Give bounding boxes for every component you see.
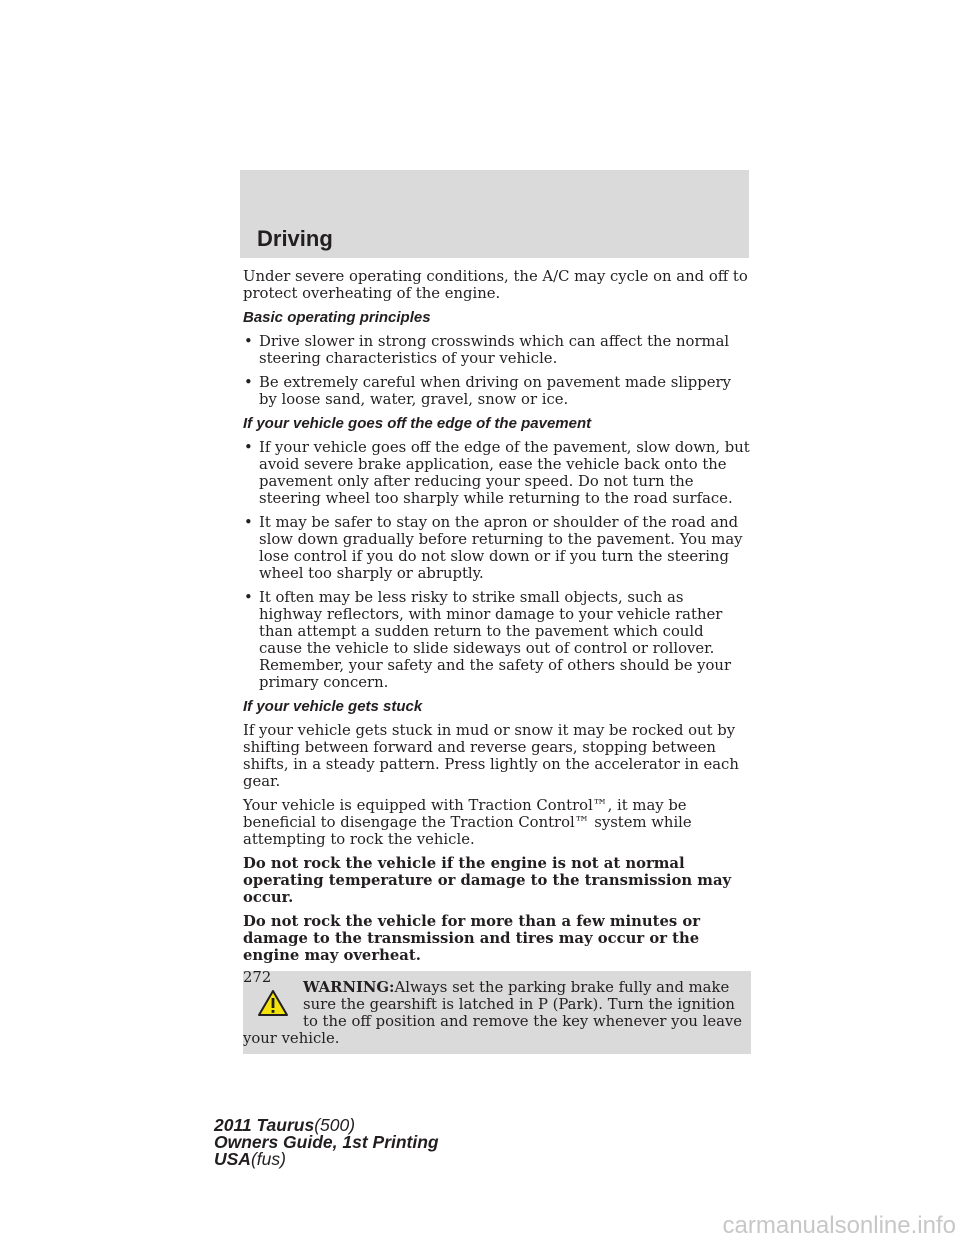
bullet-icon: • (244, 333, 253, 350)
footer-market-code: (fus) (250, 1149, 286, 1169)
footer-model-code: (500) (314, 1115, 356, 1135)
intro-paragraph: Under severe operating conditions, the A/C may cycle on and off to protect overheating of the engine. (243, 268, 748, 302)
heading-basic-operating-principles: Basic operating principles (243, 309, 431, 326)
bullet-list-basic-principles (243, 333, 751, 408)
heading-vehicle-stuck: If your vehicle gets stuck (243, 698, 423, 715)
document-footer (214, 1117, 439, 1168)
watermark-link[interactable]: carmanualsonline.info (722, 1212, 956, 1239)
bullet-icon: • (244, 514, 253, 531)
list-item: • Drive slower in strong crosswinds which can affect the normal steering characteristics of your vehicle. (244, 333, 730, 367)
bullet-icon: • (244, 374, 253, 391)
list-item: • If your vehicle goes off the edge of the pavement, slow down, but avoid severe brake application, ease the vehicle back onto the pavement only after reducing your speed. Do not turn the steering wheel too sharply while returning to the road surface. (244, 439, 750, 507)
list-item: • It may be safer to stay on the apron or shoulder of the road and slow down gradually before returning to the pavement. You may lose control if you do not slow down or if you turn the steering wheel too sharply or abruptly. (244, 514, 743, 582)
page-content (243, 268, 751, 1054)
warning-label: WARNING: (303, 979, 395, 996)
bullet-icon: • (244, 589, 253, 606)
caution-rock-duration: Do not rock the vehicle for more than a few minutes or damage to the transmission and tires may occur or the engine may overheat. (243, 913, 701, 964)
list-item: • It often may be less risky to strike small objects, such as highway reflectors, with minor damage to your vehicle rather than attempt a sudden return to the pavement which could cause the vehicle to slide sideways out of control or rollover. Remember, your safety and the safety of others should be your primary concern. (244, 589, 732, 691)
warning-box (243, 971, 751, 1054)
stuck-paragraph-1: If your vehicle gets stuck in mud or snow it may be rocked out by shifting between forward and reverse gears, stopping between shifts, in a steady pattern. Press lightly on the accelerator in each gear. (243, 722, 739, 790)
bullet-list-off-pavement (243, 439, 751, 691)
heading-off-pavement: If your vehicle goes off the edge of the pavement (243, 415, 592, 432)
warning-text: Always set the parking brake fully and make sure the gearshift is latched in P (Park). Turn the ignition to the off position and remove the key whenever you leave your vehicle. (243, 979, 743, 1047)
bullet-icon: • (244, 439, 253, 456)
footer-market: USA (214, 1149, 251, 1169)
section-title: Driving (257, 226, 333, 251)
warning-triangle-icon (257, 989, 289, 1017)
list-item: • Be extremely careful when driving on pavement made slippery by loose sand, water, gravel, snow or ice. (244, 374, 731, 408)
footer-model: 2011 Taurus (214, 1115, 315, 1135)
footer-guide: Owners Guide, 1st Printing (214, 1132, 439, 1152)
caution-rock-temperature: Do not rock the vehicle if the engine is not at normal operating temperature or damage to the transmission may occur. (243, 855, 732, 906)
page-number: 272 (243, 969, 272, 986)
stuck-paragraph-2: Your vehicle is equipped with Traction Control™, it may be beneficial to disengage the Traction Control™ system while attempting to rock the vehicle. (243, 797, 692, 848)
